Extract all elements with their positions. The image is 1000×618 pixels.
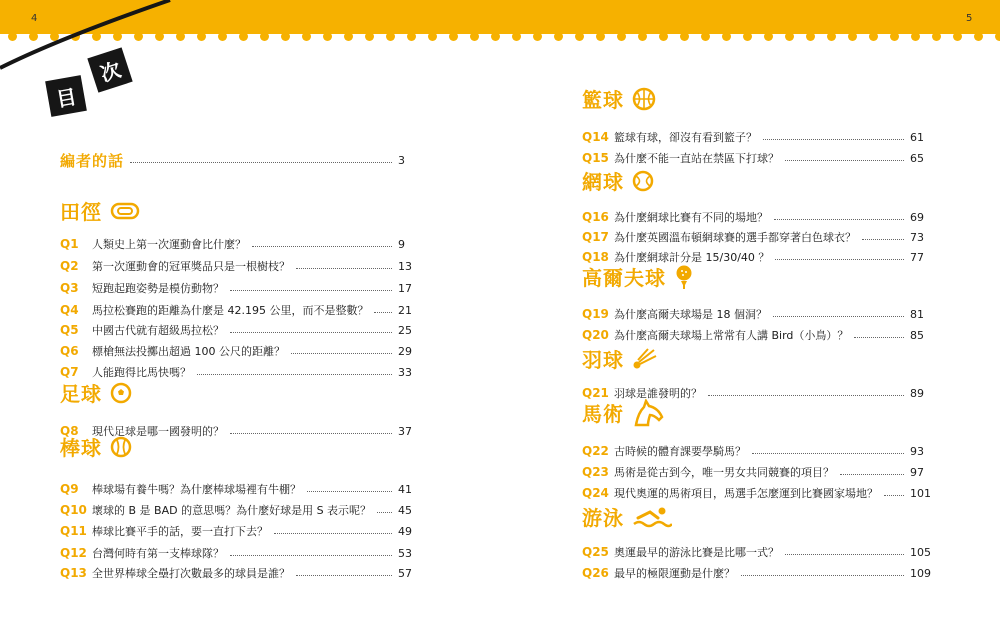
question-text: 棒球比賽平手的話，要一直打下去？ bbox=[92, 525, 268, 538]
pompom bbox=[890, 32, 899, 41]
toc-title-char-1: 目 bbox=[45, 75, 87, 117]
question-number: Q10 bbox=[60, 503, 87, 517]
leader-dots bbox=[775, 259, 904, 260]
question-number: Q14 bbox=[582, 130, 609, 144]
section-title: 游泳 bbox=[582, 506, 624, 530]
section-title: 羽球 bbox=[582, 348, 624, 372]
question-number: Q26 bbox=[582, 566, 609, 580]
question-number: Q15 bbox=[582, 151, 609, 165]
page-number: 37 bbox=[398, 424, 412, 438]
golf-ball-icon bbox=[674, 264, 694, 290]
leader-dots bbox=[274, 533, 392, 534]
question-number: Q13 bbox=[60, 566, 87, 580]
pompom bbox=[596, 32, 605, 41]
pompom bbox=[512, 32, 521, 41]
page-number: 97 bbox=[910, 465, 924, 479]
pompom bbox=[701, 32, 710, 41]
page-number: 93 bbox=[910, 444, 924, 458]
question-text: 現代奧運的馬術項目，馬選手怎麼運到比賽國家場地？ bbox=[614, 487, 878, 500]
pompom bbox=[764, 32, 773, 41]
pompom bbox=[974, 32, 983, 41]
question-text: 中國古代就有超級馬拉松？ bbox=[92, 324, 224, 337]
toc-entry[interactable] bbox=[60, 502, 418, 518]
leader-dots bbox=[763, 139, 904, 140]
page-number: 77 bbox=[910, 250, 924, 264]
question-text: 籃球有球，卻沒有看到籃子？ bbox=[614, 131, 757, 144]
pompom bbox=[953, 32, 962, 41]
question-text: 壞球的 B 是 BAD 的意思嗎？為什麼好球是用 S 表示呢？ bbox=[92, 504, 372, 517]
section-title: 網球 bbox=[582, 170, 624, 194]
page-number: 17 bbox=[398, 281, 412, 295]
leader-dots bbox=[840, 474, 904, 475]
left-page-number: 4 bbox=[31, 13, 38, 24]
page-number: 89 bbox=[910, 386, 924, 400]
page-number: 49 bbox=[398, 524, 412, 538]
leader-dots bbox=[130, 162, 392, 163]
page-number: 57 bbox=[398, 566, 412, 580]
toc-entry[interactable] bbox=[582, 485, 930, 501]
question-text: 古時候的體育課要學騎馬？ bbox=[614, 445, 746, 458]
section-track bbox=[60, 196, 140, 225]
page-number: 41 bbox=[398, 482, 412, 496]
section-soccer bbox=[60, 378, 132, 407]
leader-dots bbox=[291, 353, 392, 354]
editor-note-entry[interactable] bbox=[60, 150, 418, 171]
pompom bbox=[827, 32, 836, 41]
question-text: 羽球是誰發明的？ bbox=[614, 387, 702, 400]
section-title: 田徑 bbox=[60, 200, 102, 224]
pompom bbox=[323, 32, 332, 41]
leader-dots bbox=[307, 491, 392, 492]
question-text: 為什麼高爾夫球場是 18 個洞？ bbox=[614, 308, 767, 321]
question-number: Q6 bbox=[60, 344, 79, 358]
page-number: 45 bbox=[398, 503, 412, 517]
question-text: 棒球場有養牛嗎？為什麼棒球場裡有牛棚？ bbox=[92, 483, 301, 496]
pompom bbox=[344, 32, 353, 41]
pompom bbox=[722, 32, 731, 41]
toc-entry[interactable] bbox=[60, 545, 418, 561]
question-text: 奧運最早的游泳比賽是比哪一式？ bbox=[614, 546, 779, 559]
question-text: 台灣何時有第一支棒球隊？ bbox=[92, 547, 224, 560]
shuttlecock-icon bbox=[632, 348, 658, 370]
page-number: 9 bbox=[398, 237, 405, 251]
question-number: Q11 bbox=[60, 524, 87, 538]
pompom bbox=[680, 32, 689, 41]
question-text: 人類史上第一次運動會比什麼？ bbox=[92, 238, 246, 251]
question-text: 短跑起跑姿勢是模仿動物？ bbox=[92, 282, 224, 295]
question-text: 全世界棒球全壘打次數最多的球員是誰？ bbox=[92, 567, 290, 580]
toc-entry[interactable] bbox=[60, 236, 418, 252]
pompom bbox=[365, 32, 374, 41]
section-title: 籃球 bbox=[582, 88, 624, 112]
soccer-ball-icon bbox=[110, 382, 132, 404]
section-tennis bbox=[582, 166, 654, 195]
page-number: 61 bbox=[910, 130, 924, 144]
section-title: 足球 bbox=[60, 382, 102, 406]
leader-dots bbox=[862, 239, 904, 240]
pompom bbox=[806, 32, 815, 41]
leader-dots bbox=[854, 337, 904, 338]
question-number: Q16 bbox=[582, 210, 609, 224]
page-number: 73 bbox=[910, 230, 924, 244]
section-swimming bbox=[582, 502, 672, 531]
section-title: 高爾夫球 bbox=[582, 266, 666, 290]
page-number: 85 bbox=[910, 328, 924, 342]
toc-title-char-2: 次 bbox=[87, 47, 132, 92]
question-text: 人能跑得比馬快嗎？ bbox=[92, 366, 191, 379]
pompom bbox=[533, 32, 542, 41]
pompom bbox=[785, 32, 794, 41]
horse-head-icon bbox=[632, 399, 664, 427]
pompom bbox=[260, 32, 269, 41]
toc-entry[interactable] bbox=[582, 306, 930, 322]
leader-dots bbox=[785, 160, 904, 161]
page-number: 101 bbox=[910, 486, 931, 500]
leader-dots bbox=[773, 316, 904, 317]
toc-entry[interactable] bbox=[582, 565, 930, 581]
page-number: 109 bbox=[910, 566, 931, 580]
pompom bbox=[743, 32, 752, 41]
question-number: Q20 bbox=[582, 328, 609, 342]
toc-entry[interactable] bbox=[582, 229, 930, 245]
question-number: Q2 bbox=[60, 259, 79, 273]
toc-entry[interactable] bbox=[582, 443, 930, 459]
toc-entry[interactable] bbox=[582, 544, 930, 560]
pompom bbox=[911, 32, 920, 41]
question-number: Q3 bbox=[60, 281, 79, 295]
pompom bbox=[218, 32, 227, 41]
pompom bbox=[302, 32, 311, 41]
leader-dots bbox=[230, 332, 392, 333]
toc-entry[interactable] bbox=[60, 364, 418, 380]
question-number: Q5 bbox=[60, 323, 79, 337]
leader-dots bbox=[230, 555, 392, 556]
toc-entry[interactable] bbox=[582, 464, 930, 480]
pompom bbox=[659, 32, 668, 41]
swimmer-icon bbox=[632, 504, 672, 530]
pompom bbox=[848, 32, 857, 41]
toc-entry[interactable] bbox=[60, 343, 418, 359]
toc-entry[interactable] bbox=[60, 302, 418, 318]
toc-entry[interactable] bbox=[582, 150, 930, 166]
question-text: 為什麼網球計分是 15/30/40 ？ bbox=[614, 251, 770, 264]
tennis-ball-icon bbox=[632, 170, 654, 192]
pompom bbox=[407, 32, 416, 41]
toc-entry[interactable] bbox=[60, 523, 418, 539]
page-number: 21 bbox=[398, 303, 412, 317]
leader-dots bbox=[741, 575, 904, 576]
leader-dots bbox=[752, 453, 904, 454]
question-text: 最早的極限運動是什麼？ bbox=[614, 567, 735, 580]
toc-entry[interactable] bbox=[60, 280, 418, 296]
pompom bbox=[386, 32, 395, 41]
question-number: Q24 bbox=[582, 486, 609, 500]
page-number: 105 bbox=[910, 545, 931, 559]
question-text: 馬拉松賽跑的距離為什麼是 42.195 公里，而不是整數？ bbox=[92, 304, 369, 317]
question-text: 標槍無法投擲出超過 100 公尺的距離？ bbox=[92, 345, 285, 358]
pompom bbox=[554, 32, 563, 41]
question-number: Q8 bbox=[60, 424, 79, 438]
question-number: Q4 bbox=[60, 303, 79, 317]
section-title: 馬術 bbox=[582, 402, 624, 426]
question-number: Q25 bbox=[582, 545, 609, 559]
leader-dots bbox=[296, 575, 392, 576]
leader-dots bbox=[785, 554, 904, 555]
section-badminton bbox=[582, 344, 658, 373]
leader-dots bbox=[230, 433, 392, 434]
question-text: 現代足球是哪一國發明的？ bbox=[92, 425, 224, 438]
pompom bbox=[995, 32, 1000, 41]
leader-dots bbox=[197, 374, 392, 375]
leader-dots bbox=[252, 246, 392, 247]
question-number: Q9 bbox=[60, 482, 79, 496]
page-number: 3 bbox=[398, 154, 405, 167]
toc-entry[interactable] bbox=[60, 565, 418, 581]
pompom bbox=[575, 32, 584, 41]
page-number: 53 bbox=[398, 546, 412, 560]
toc-entry[interactable] bbox=[60, 423, 418, 439]
toc-entry[interactable] bbox=[582, 385, 930, 401]
question-number: Q23 bbox=[582, 465, 609, 479]
question-number: Q18 bbox=[582, 250, 609, 264]
toc-entry[interactable] bbox=[582, 209, 930, 225]
leader-dots bbox=[774, 219, 904, 220]
section-basketball bbox=[582, 84, 656, 113]
toc-entry[interactable] bbox=[582, 129, 930, 145]
basketball-icon bbox=[632, 87, 656, 111]
question-number: Q1 bbox=[60, 237, 79, 251]
page-number: 69 bbox=[910, 210, 924, 224]
question-text: 為什麼高爾夫球場上常常有人講 Bird（小鳥）？ bbox=[614, 329, 849, 342]
toc-entry[interactable] bbox=[60, 322, 418, 338]
question-number: Q19 bbox=[582, 307, 609, 321]
pompom bbox=[869, 32, 878, 41]
section-equestrian bbox=[582, 398, 664, 427]
section-title: 棒球 bbox=[60, 436, 102, 460]
leader-dots bbox=[374, 312, 392, 313]
pompom bbox=[617, 32, 626, 41]
question-number: Q12 bbox=[60, 546, 87, 560]
leader-dots bbox=[708, 395, 904, 396]
leader-dots bbox=[230, 290, 392, 291]
question-text: 馬術是從古到今，唯一男女共同競賽的項目？ bbox=[614, 466, 834, 479]
question-text: 為什麼網球比賽有不同的場地？ bbox=[614, 211, 768, 224]
editor-note-title: 編者的話 bbox=[60, 152, 125, 170]
section-golf bbox=[582, 262, 694, 291]
question-number: Q7 bbox=[60, 365, 79, 379]
question-text: 為什麼不能一直站在禁區下打球？ bbox=[614, 152, 779, 165]
question-number: Q17 bbox=[582, 230, 609, 244]
pompom bbox=[281, 32, 290, 41]
right-page-number: 5 bbox=[966, 13, 973, 24]
toc-entry[interactable] bbox=[60, 481, 418, 497]
question-text: 第一次運動會的冠軍獎品只是一根樹枝？ bbox=[92, 260, 290, 273]
question-number: Q22 bbox=[582, 444, 609, 458]
leader-dots bbox=[296, 268, 392, 269]
toc-entry[interactable] bbox=[582, 327, 930, 343]
page-number: 25 bbox=[398, 323, 412, 337]
pompom bbox=[491, 32, 500, 41]
pompom bbox=[428, 32, 437, 41]
question-text: 為什麼英國溫布頓網球賽的選手都穿著白色球衣？ bbox=[614, 231, 856, 244]
running-track-icon bbox=[110, 202, 140, 220]
pompom bbox=[932, 32, 941, 41]
pompom bbox=[239, 32, 248, 41]
page-number: 65 bbox=[910, 151, 924, 165]
page-number: 33 bbox=[398, 365, 412, 379]
pompom bbox=[638, 32, 647, 41]
pompom bbox=[449, 32, 458, 41]
page-number: 81 bbox=[910, 307, 924, 321]
question-number: Q21 bbox=[582, 386, 609, 400]
pompom bbox=[470, 32, 479, 41]
leader-dots bbox=[377, 512, 392, 513]
page-number: 13 bbox=[398, 259, 412, 273]
page-number: 29 bbox=[398, 344, 412, 358]
toc-entry[interactable] bbox=[60, 258, 418, 274]
leader-dots bbox=[884, 495, 904, 496]
toc-entry[interactable] bbox=[582, 249, 930, 265]
